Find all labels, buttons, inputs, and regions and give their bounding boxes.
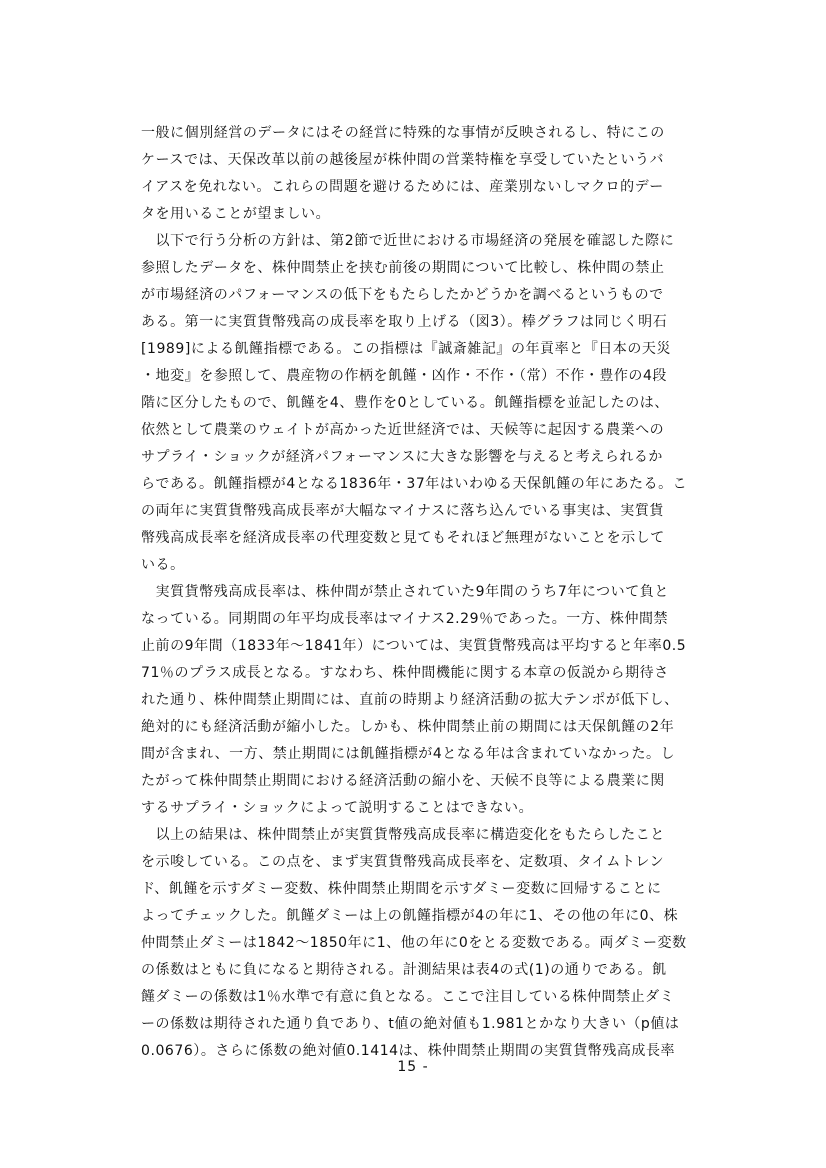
text-line: 仲間禁止ダミーは1842～1850年に1、他の年に0をとる変数である。両ダミー変数	[141, 935, 687, 951]
page-number: 15 -	[397, 1059, 429, 1075]
text-line: 依然として農業のウェイトが高かった近世経済では、天候等に起因する農業への	[141, 422, 665, 438]
text-line: イアスを免れない。これらの問題を避けるためには、産業別ないしマクロ的デー	[141, 179, 664, 195]
text-line: サプライ・ショックが経済パフォーマンスに大きな影響を与えると考えられるか	[141, 449, 663, 465]
text-line: 間が含まれ、一方、禁止期間には飢饉指標が4となる年は含まれていなかった。し	[141, 746, 676, 762]
text-line: 実質貨幣残高成長率は、株仲間が禁止されていた9年間のうち7年について負と	[141, 584, 669, 600]
text-line: らである。飢饉指標が4となる1836年・37年はいわゆる天保飢饉の年にあたる。こ	[141, 476, 688, 492]
text-line: 幣残高成長率を経済成長率の代理変数と見てもそれほど無理がないことを示して	[141, 530, 665, 546]
text-line: ケースでは、天保改革以前の越後屋が株仲間の営業特権を享受していたというバ	[141, 152, 665, 168]
text-line: いる。	[141, 557, 185, 573]
text-line: 絶対的にも経済活動が縮小した。しかも、株仲間禁止前の期間には天保飢饉の2年	[141, 719, 675, 735]
text-line: 参照したデータを、株仲間禁止を挟む前後の期間について比較し、株仲間の禁止	[141, 260, 665, 276]
text-line: するサプライ・ショックによって説明することはできない。	[141, 800, 534, 816]
text-line: 71％のプラス成長となる。すなわち、株仲間機能に関する本章の仮説から期待さ	[141, 665, 669, 681]
text-line: ある。第一に実質貨幣残高の成長率を取り上げる（図3）。棒グラフは同じく明石	[141, 314, 668, 330]
text-line: [1989]による飢饉指標である。この指標は『誠斎雑記』の年貢率と『日本の天災	[141, 341, 672, 357]
text-line: ーの係数は期待された通り負であり、t値の絶対値も1.981とかなり大きい（p値は	[141, 1016, 680, 1032]
text-line: の係数はともに負になると期待される。計測結果は表4の式(1)の通りである。飢	[141, 962, 667, 978]
text-line: タを用いることが望ましい。	[141, 206, 331, 222]
text-line: たがって株仲間禁止期間における経済活動の縮小を、天候不良等による農業に関	[141, 773, 665, 789]
text-line: れた通り、株仲間禁止期間には、直前の時期より経済活動の拡大テンポが低下し、	[141, 692, 679, 708]
text-line: なっている。同期間の年平均成長率はマイナス2.29％であった。一方、株仲間禁	[141, 611, 669, 627]
text-line: 饉ダミーの係数は1％水準で有意に負となる。ここで注目している株仲間禁止ダミ	[141, 989, 675, 1005]
text-line: 以上の結果は、株仲間禁止が実質貨幣残高成長率に構造変化をもたらしたこと	[141, 827, 665, 843]
text-line: ・地変』を参照して、農産物の作柄を飢饉・凶作・不作・（常）不作・豊作の4段	[141, 368, 667, 384]
text-line: 以下で行う分析の方針は、第2節で近世における市場経済の発展を確認した際に	[141, 233, 675, 249]
text-line: を示唆している。この点を、まず実質貨幣残高成長率を、定数項、タイムトレン	[141, 854, 665, 870]
text-line: よってチェックした。飢饉ダミーは上の飢饉指標が4の年に1、その他の年に0、株	[141, 908, 679, 924]
text-line: の両年に実質貨幣残高成長率が大幅なマイナスに落ち込んでいる事実は、実質貨	[141, 503, 664, 519]
text-line: が市場経済のパフォーマンスの低下をもたらしたかどうかを調べるというもので	[141, 287, 664, 303]
text-line: 一般に個別経営のデータにはその経営に特殊的な事情が反映されるし、特にこの	[141, 125, 665, 141]
text-line: 階に区分したもので、飢饉を4、豊作を0としている。飢饉指標を並記したのは、	[141, 395, 669, 411]
text-line: 0.0676）。さらに係数の絶対値0.1414は、株仲間禁止期間の実質貨幣残高成長率	[141, 1043, 676, 1059]
text-line: 止前の9年間（1833年～1841年）については、実質貨幣残高は平均すると年率0.5	[141, 638, 687, 654]
text-line: ド、飢饉を示すダミー変数、株仲間禁止期間を示すダミー変数に回帰することに	[141, 881, 662, 897]
